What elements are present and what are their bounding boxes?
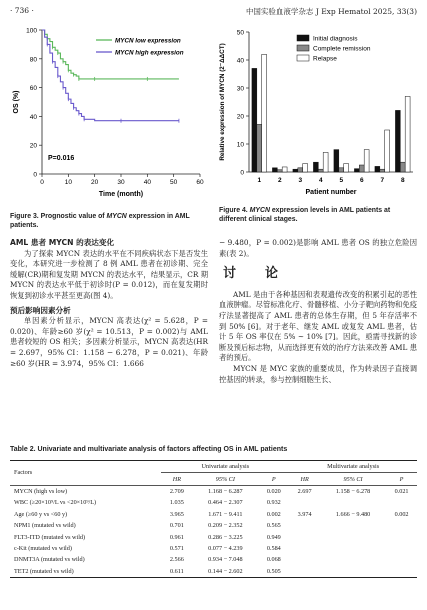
cell-mhr: 2.697 [297,487,312,495]
bar [277,170,282,172]
page-header [10,6,417,18]
cell-factor: Age (≥60 y vs <60 y) [14,510,68,518]
x-tick-label: 4 [318,177,323,184]
x-tick-label: 7 [380,177,385,184]
legend-label: MYCN low expression [115,37,181,45]
col-mhr: HR [300,475,309,483]
table-row [10,497,417,508]
cell-p: 0.932 [266,499,281,507]
cell-mp [386,531,417,542]
cell-mci: 1.666 − 9.480 [335,510,371,518]
x-tick-label: 5 [339,177,344,184]
legend-label: MYCN high expression [115,49,184,57]
cell-p: 0.002 [266,510,281,518]
cell-mci [320,543,386,554]
cell-mci [320,566,386,578]
bar [303,164,308,172]
bar [400,162,405,172]
cell-mci: 1.158 − 6.278 [335,487,371,495]
x-tick-label: 50 [170,179,178,186]
section-heading-prognosis: 预后影响因素分析 [10,305,71,315]
cell-ci: 0.464 − 2.307 [208,499,243,507]
bar [334,150,339,172]
bar [298,168,303,172]
legend-label: Complete remission [313,45,371,53]
bar [359,165,364,172]
univariate-header: Univariate analysis [161,461,289,473]
table-row [10,509,417,520]
paragraph-continued: − 9.480，P = 0.002)是影响 AML 患者 OS 的独立危险因素(表 2)。 [219,238,417,258]
y-tick-label: 80 [29,56,37,64]
col-mci: 95% CI [343,475,363,483]
cell-p: 0.565 [266,522,281,530]
col-ci: 95% CI [215,475,235,483]
bar [380,169,385,172]
legend-label: Initial diagnosis [313,35,358,43]
cell-mci [320,497,386,508]
y-tick-label: 20 [236,113,244,121]
y-tick-label: 20 [29,142,37,150]
bar [354,169,359,172]
expression-bar-chart [215,22,419,198]
cell-ci: 0.144 − 2.602 [208,567,243,575]
cell-p: 0.584 [266,544,281,552]
cell-ci: 0.286 − 3.225 [208,533,243,541]
survival-chart [8,22,208,204]
x-tick-label: 10 [64,179,72,186]
x-tick-label: 60 [196,179,204,186]
col-p: P [271,475,276,483]
table-row [10,531,417,542]
x-tick-label: 20 [91,179,99,186]
cell-hr: 0.961 [169,533,184,541]
bar [313,162,318,172]
section-heading-expression: AML 患者 MYCN 的表达变化 [10,238,115,247]
cell-ci: 0.077 − 4.239 [208,544,243,552]
bar [252,68,257,172]
y-tick-label: 60 [29,85,37,93]
bar [262,54,267,172]
table-row [10,543,417,554]
cell-factor: FLT3-ITD (mutated vs wild) [14,533,86,541]
x-tick-label: 40 [143,179,151,186]
y-tick-label: 100 [26,27,37,35]
cell-factor: c-Kit (mutated vs wild) [14,544,72,552]
table-row [10,485,417,497]
bar [385,130,390,172]
bar [282,167,287,172]
factors-header: Factors [10,461,161,486]
col-hr: HR [172,475,181,483]
legend-swatch [297,45,309,51]
bar [395,110,400,172]
bar [293,169,298,172]
y-tick-label: 10 [236,141,244,149]
bar [257,124,262,172]
x-tick-label: 30 [117,179,125,186]
y-tick-label: 40 [236,57,244,65]
cell-hr: 0.571 [169,544,184,552]
cell-mp [386,554,417,565]
cell-ci: 0.934 − 7.048 [208,556,243,564]
cell-mhr [289,497,320,508]
cell-hr: 2.709 [169,487,184,495]
cell-hr: 0.701 [169,522,184,530]
cell-ci: 1.168 − 6.287 [208,487,243,495]
paragraph-prognosis: 单因素分析显示，MYCN 高表达(χ² = 5.628，P = 0.020)、年龄≥60 岁(χ² = 10.513，P = 0.002)与 AML 患者较短的 OS 相关；多因素分析显示，MYCN 高表达(HR = 2.697，95% CI：1.158 − 6.278，P = 0.021)、年龄≥60 岁(HR = 3.974，95% CI：1.666 [10,316,208,368]
cell-factor: TET2 (mutated vs wild) [14,567,74,575]
table-row [10,554,417,565]
cell-mhr: 3.974 [297,510,312,518]
bar [323,152,328,172]
cell-factor: DNMT3A (mutated vs wild) [14,556,85,564]
y-axis-label: OS (%) [13,90,20,114]
multivariate-header: Multivariate analysis [289,461,417,473]
x-tick-label: 3 [298,177,303,184]
bar [344,164,349,172]
cell-mhr [289,554,320,565]
y-tick-label: 0 [240,169,244,177]
journal-name: 中国实验血液学杂志 J Exp Hematol 2025, 33(3) [245,7,417,16]
legend-swatch [297,35,309,41]
cell-mp [386,497,417,508]
cell-mhr [289,520,320,531]
discussion-heading: 讨 论 [223,266,287,282]
x-tick-label: 0 [40,179,44,186]
cell-mhr [289,543,320,554]
cell-ci: 0.209 − 2.352 [208,522,243,530]
cell-mp [386,543,417,554]
cell-p: 0.949 [266,533,281,541]
y-tick-label: 40 [29,113,37,121]
page-number: · 736 · [10,6,34,15]
cell-mp: 0.021 [394,487,409,495]
paragraph-discussion-2: MYCN 是 MYC 家族的重要成员，作为转录因子直接调控基因的转录，参与控制细胞生长、 [219,363,417,384]
bar [364,150,369,172]
cell-mhr [289,531,320,542]
legend-swatch [297,55,309,61]
cell-mp [386,520,417,531]
y-axis-label: Relative expression of MYCN (2⁻ΔΔCT) [219,43,226,161]
cell-hr: 1.035 [169,499,184,507]
x-tick-label: 2 [277,177,282,184]
table-row [10,520,417,531]
x-axis-label: Time (month) [98,191,144,198]
cell-mci [320,554,386,565]
cell-hr: 0.611 [170,567,184,575]
bar [339,168,344,172]
cell-mci [320,531,386,542]
y-tick-label: 50 [236,29,244,37]
table2 [10,460,417,578]
x-tick-label: 8 [400,177,405,184]
paragraph-discussion-1: AML 是由于各种基因和表观遗传改变的积累引起的恶性血液肿瘤。尽管标准化疗、骨髓移植、小分子靶向药物和免疫疗法显著提高了 AML 患者的总体生存期，但 5 年存活率不到 50% [6]。对于老年、继发 AML 或复发 AML 患者，估计 5 年 OS 率仅在 5% ~ 10% [7]。因此，亟需寻找新的诊断及预后标志物，从而选择更有效的治疗方法来改善 AML 患者的预后。 [219,289,417,363]
cell-mhr [289,566,320,578]
bar [318,169,323,172]
x-axis-label: Patient number [305,189,357,196]
y-tick-label: 0 [33,171,37,179]
legend-label: Relapse [313,55,337,63]
y-tick-label: 30 [236,85,244,93]
cell-factor: WBC (≥20×10⁹/L vs <20×10⁹/L) [14,499,97,507]
cell-p: 0.068 [266,556,281,564]
figure4-caption: Figure 4. MYCN expression levels in AML patients at different clinical stages. [219,207,391,224]
p-value-label: P=0.016 [48,155,75,162]
cell-mp [386,566,417,578]
x-tick-label: 1 [257,177,262,184]
cell-p: 0.020 [266,487,281,495]
bar [405,96,410,172]
table2-caption: Table 2. Univariate and multivariate analysis of factors affecting OS in AML patients [10,446,288,453]
cell-factor: NPM1 (mutated vs wild) [14,522,76,530]
paragraph-expression: 为了探索 MYCN 表达的水平在不同疾病状态下是否发生变化，本研究进一步检测了 8 例 AML 患者在初诊期、完全缓解(CR)期和复发期 MYCN 的表达水平，结果显示，CR 期 MYCN 的表达水平低于初诊时(P = 0.012)，而在复发期时恢复到初诊水平甚至更高(图 4)。 [10,248,208,300]
bar [375,166,380,172]
cell-hr: 2.566 [169,556,184,564]
x-tick-label: 6 [359,177,364,184]
cell-factor: MYCN (high vs low) [14,487,68,495]
right-column [219,238,417,385]
bar [272,168,277,172]
table-row [10,566,417,578]
cell-hr: 3.965 [169,510,184,518]
cell-p: 0.505 [266,567,281,575]
cell-mp: 0.002 [394,510,409,518]
figure3-caption: Figure 3. Prognostic value of MYCN expression in AML patients. [10,213,190,230]
cell-mci [320,520,386,531]
cell-ci: 1.671 − 9.411 [208,510,243,518]
col-mp: P [399,475,404,483]
left-column [10,238,208,369]
